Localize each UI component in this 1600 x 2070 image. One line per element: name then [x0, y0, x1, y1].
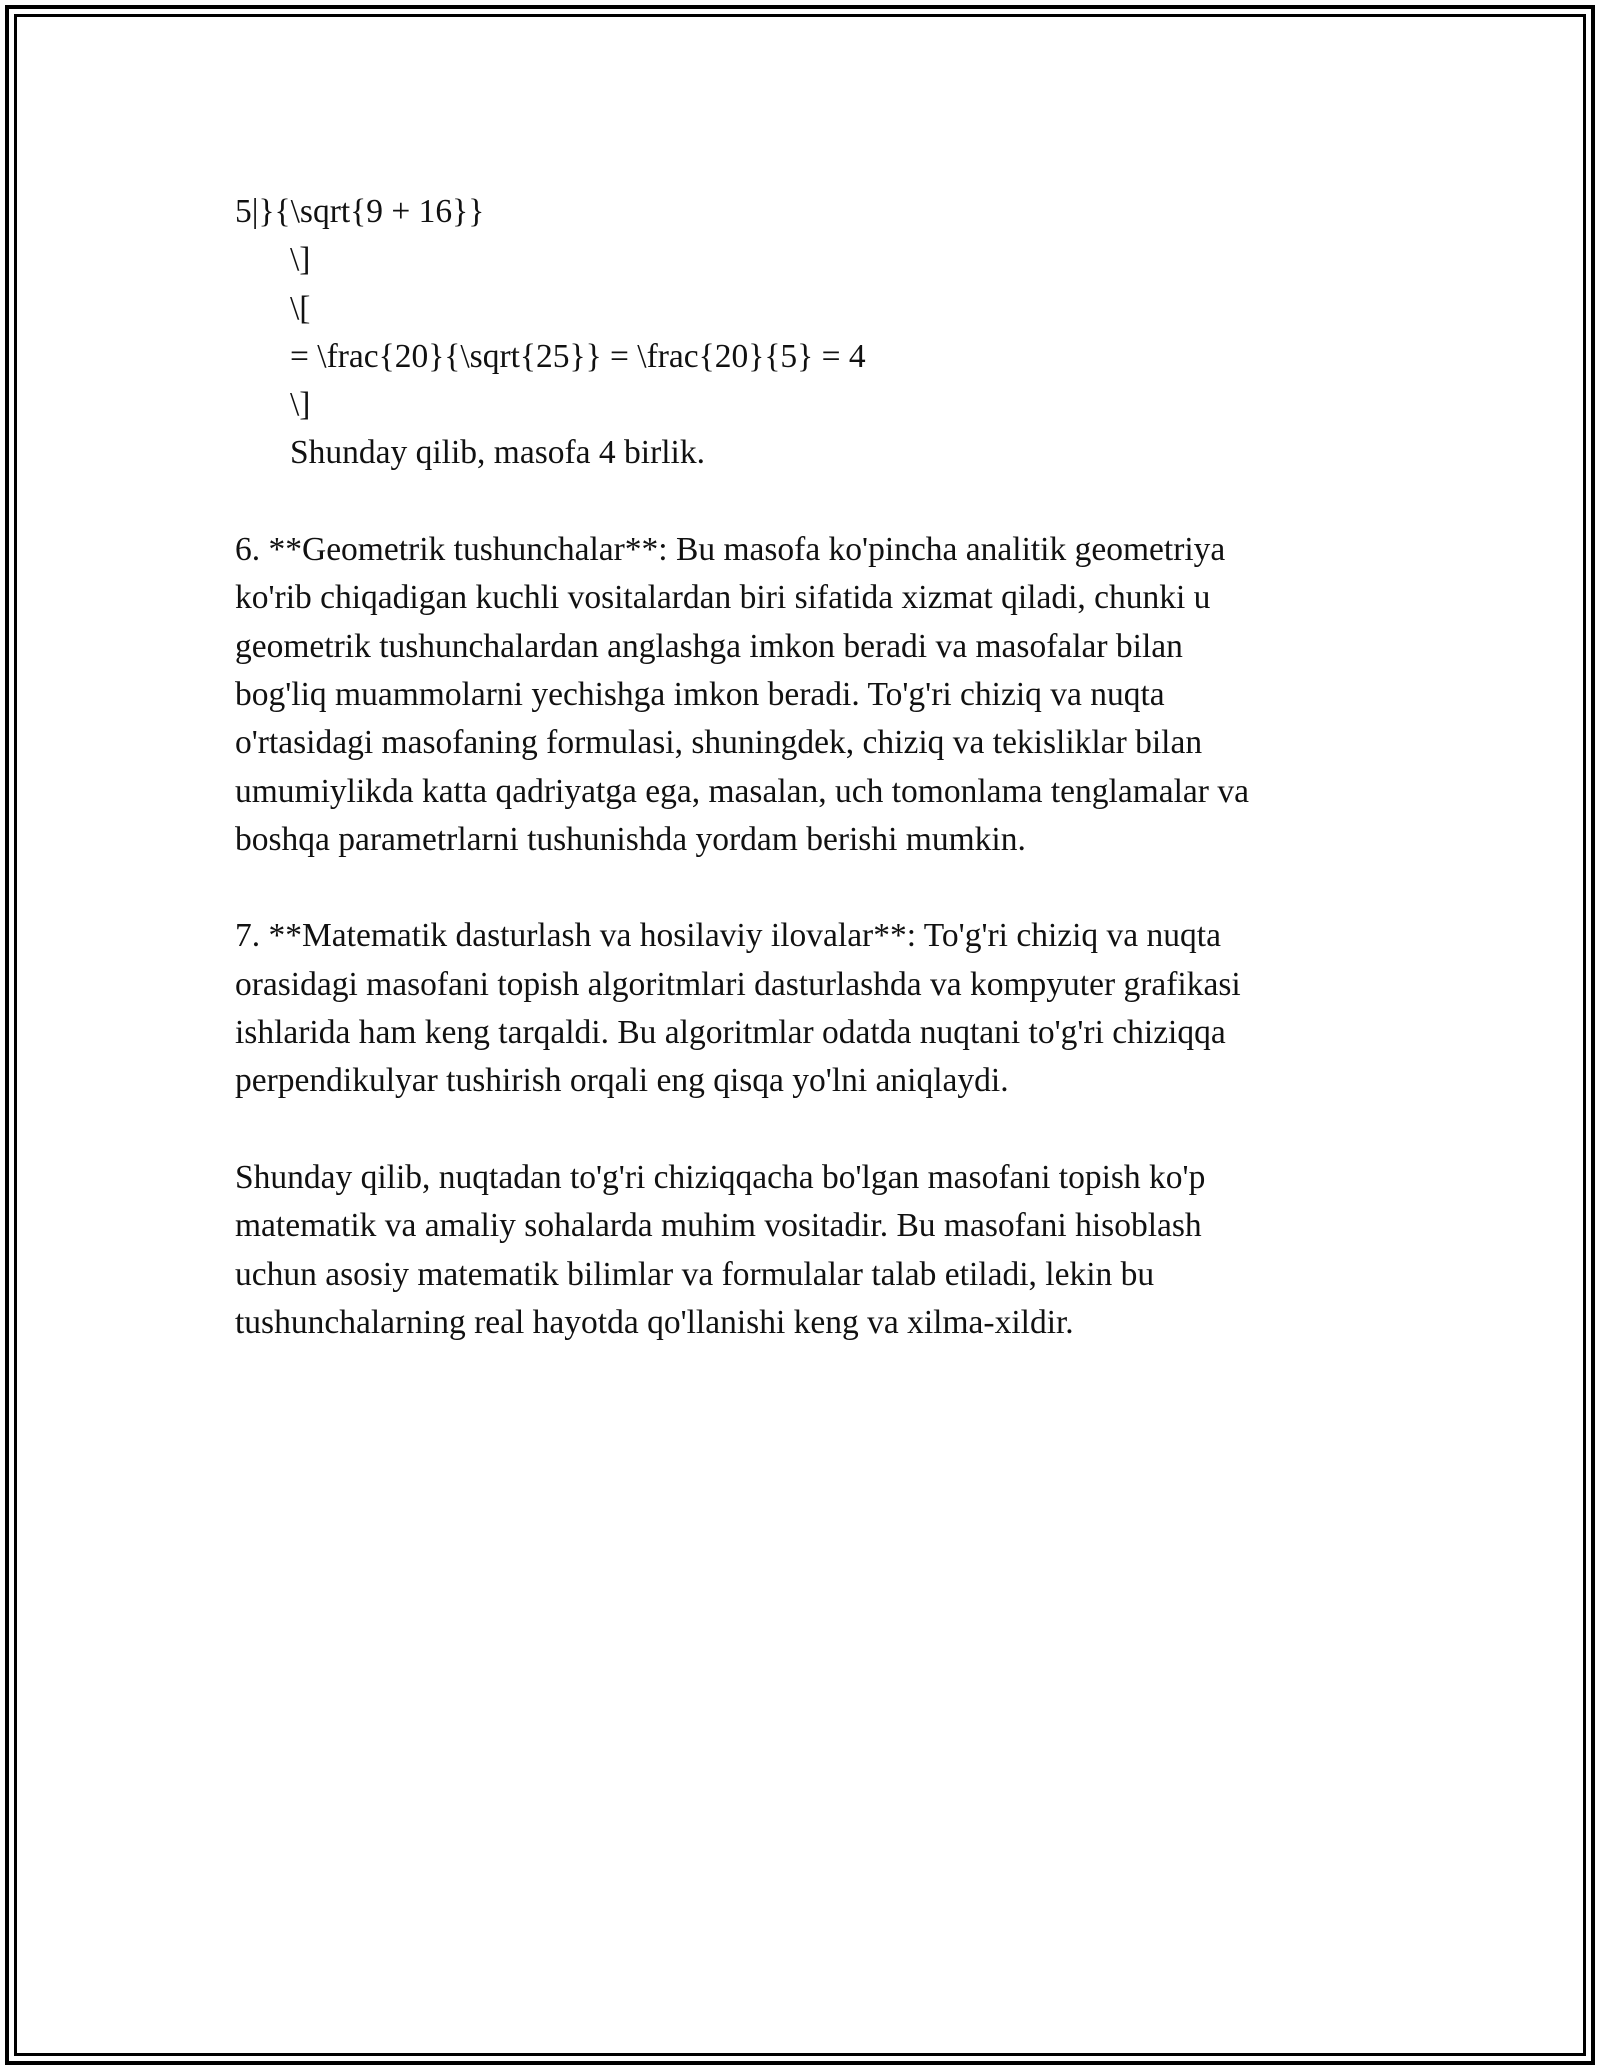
paragraph-line: bog'liq muammolarni yechishga imkon beradi. To'g'ri chiziq va nuqta — [235, 675, 1165, 713]
paragraph-line: perpendikulyar tushirish orqali eng qisqa yo'lni aniqlaydi. — [235, 1062, 1009, 1100]
paragraph-line: geometrik tushunchalardan anglashga imkon beradi va masofalar bilan — [235, 627, 1183, 665]
math-conclusion-line: Shunday qilib, masofa 4 birlik. — [290, 434, 705, 472]
paragraph-line: 6. **Geometrik tushunchalar**: Bu masofa ko'pincha analitik geometriya — [235, 531, 1226, 569]
paragraph-line: matematik va amaliy sohalarda muhim vositadir. Bu masofani hisoblash — [235, 1207, 1202, 1245]
paragraph-programming-applications — [235, 912, 1365, 1105]
paragraph-conclusion — [235, 1154, 1365, 1347]
paragraph-line: umumiylikda katta qadriyatga ega, masalan, uch tomonlama tenglamalar va — [235, 772, 1249, 810]
paragraph-line: Shunday qilib, nuqtadan to'g'ri chiziqqacha bo'lgan masofani topish ko'p — [235, 1158, 1206, 1196]
paragraph-geometric-concepts — [235, 526, 1365, 864]
paragraph-line: tushunchalarning real hayotda qo'llanishi keng va xilma-xildir. — [235, 1303, 1074, 1341]
paragraph-line: ishlarida ham keng tarqaldi. Bu algoritmlar odatda nuqtani to'g'ri chiziqqa — [235, 1014, 1226, 1052]
math-line: \] — [290, 241, 311, 279]
paragraph-line: 7. **Matematik dasturlash va hosilaviy ilovalar**: To'g'ri chiziq va nuqta — [235, 917, 1221, 955]
math-line: 5|}{\sqrt{9 + 16}} — [235, 193, 485, 230]
paragraph-line: orasidagi masofani topish algoritmlari dasturlashda va kompyuter grafikasi — [235, 965, 1241, 1003]
math-block — [235, 188, 1365, 478]
document-body — [235, 188, 1365, 1395]
math-line: \] — [290, 386, 311, 424]
paragraph-line: boshqa parametrlarni tushunishda yordam berishi mumkin. — [235, 820, 1026, 858]
paragraph-line: ko'rib chiqadigan kuchli vositalardan biri sifatida xizmat qiladi, chunki u — [235, 579, 1211, 617]
math-line: \[ — [290, 289, 311, 327]
paragraph-line: uchun asosiy matematik bilimlar va formulalar talab etiladi, lekin bu — [235, 1255, 1155, 1293]
paragraph-line: o'rtasidagi masofaning formulasi, shuningdek, chiziq va tekisliklar bilan — [235, 724, 1203, 762]
math-line: = \frac{20}{\sqrt{25}} = \frac{20}{5} = 4 — [290, 337, 866, 375]
